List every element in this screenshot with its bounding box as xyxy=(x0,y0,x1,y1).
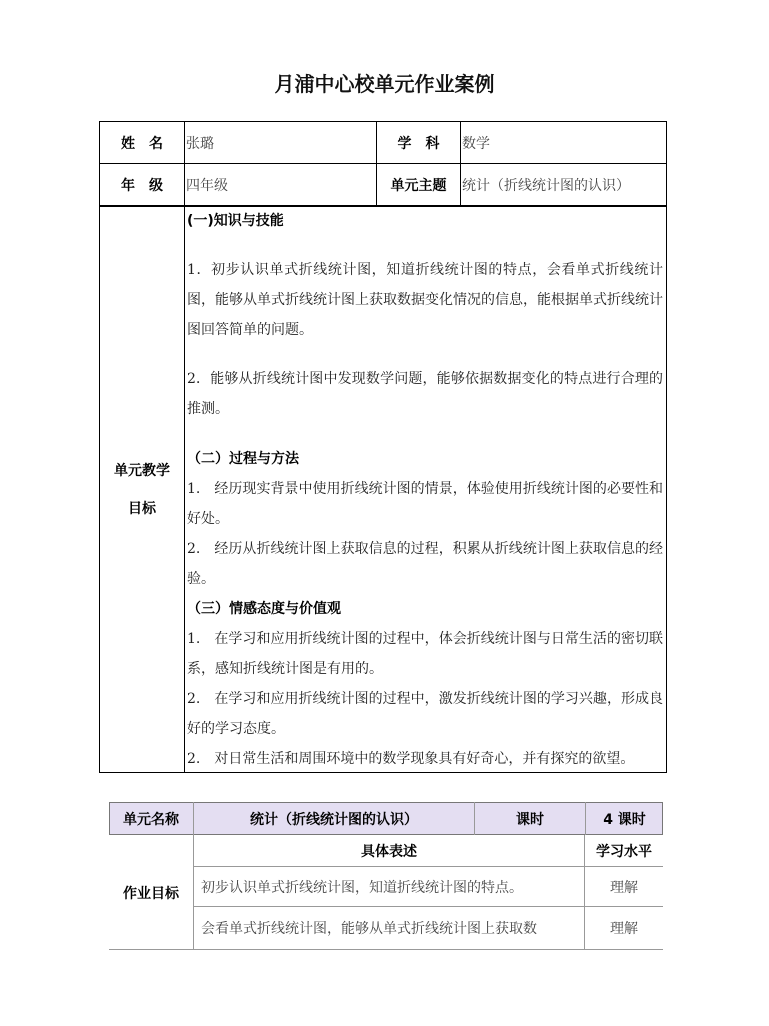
row-level: 理解 xyxy=(610,921,638,937)
divider xyxy=(585,802,586,835)
goals-content xyxy=(185,207,666,774)
theme-label: 单元主题 xyxy=(390,177,447,194)
goals-label xyxy=(100,207,184,772)
name-label: 姓 名 xyxy=(121,135,163,152)
row-desc: 初步认识单式折线统计图，知道折线统计图的特点。 xyxy=(201,879,523,896)
name-value: 张璐 xyxy=(186,135,214,152)
goal-item: 1．初步认识单式折线统计图，知道折线统计图的特点，会看单式折线统计图，能够从单式折线统计图上获取数据变化情况的信息，能根据单式折线统计图回答简单的问题。 xyxy=(187,262,663,338)
section-heading: （三）情感态度与价值观 xyxy=(187,601,341,617)
lesson-label: 课时 xyxy=(516,811,544,828)
goal-item: 1. 经历现实背景中使用折线统计图的情景，体验使用折线统计图的必要性和好处。 xyxy=(187,481,663,527)
goal-label: 作业目标 xyxy=(123,885,179,902)
goals-label-line2: 目标 xyxy=(128,500,156,517)
divider xyxy=(193,802,194,835)
desc-header: 具体表述 xyxy=(361,843,417,860)
case-info-table xyxy=(99,121,667,773)
goal-item: 2. 在学习和应用折线统计图的过程中，激发折线统计图的学习兴趣，形成良好的学习态度。 xyxy=(187,691,663,737)
page-title: 月浦中心校单元作业案例 xyxy=(274,72,495,96)
divider xyxy=(460,122,461,206)
homework-table xyxy=(109,802,663,950)
lesson-value: 4 课时 xyxy=(603,811,646,828)
level-header: 学习水平 xyxy=(596,843,652,860)
grade-value: 四年级 xyxy=(186,177,228,194)
row-level: 理解 xyxy=(610,879,638,896)
row-desc: 会看单式折线统计图，能够从单式折线统计图上获取数 xyxy=(201,921,537,937)
grade-label: 年 级 xyxy=(121,177,163,194)
section-heading: (一)知识与技能 xyxy=(187,213,284,229)
goals-label-line1: 单元教学 xyxy=(114,462,170,479)
theme-value: 统计（折线统计图的认识） xyxy=(462,177,630,194)
goal-item: 2. 对日常生活和周围环境中的数学现象具有好奇心，并有探究的欲望。 xyxy=(187,751,635,767)
goal-item: 1. 在学习和应用折线统计图的过程中，体会折线统计图与日常生活的密切联系，感知折线统计图是有用的。 xyxy=(187,631,663,677)
unit-name-label: 单元名称 xyxy=(123,811,179,828)
section-heading: （二）过程与方法 xyxy=(187,451,299,467)
goal-item: 2. 经历从折线统计图上获取信息的过程，积累从折线统计图上获取信息的经验。 xyxy=(187,541,663,587)
subject-label: 学 科 xyxy=(397,135,440,152)
divider xyxy=(474,802,475,835)
subject-value: 数学 xyxy=(462,135,490,152)
goal-item: 2．能够从折线统计图中发现数学问题，能够依据数据变化的特点进行合理的推测。 xyxy=(187,371,663,417)
unit-name-value: 统计（折线统计图的认识） xyxy=(250,811,418,828)
